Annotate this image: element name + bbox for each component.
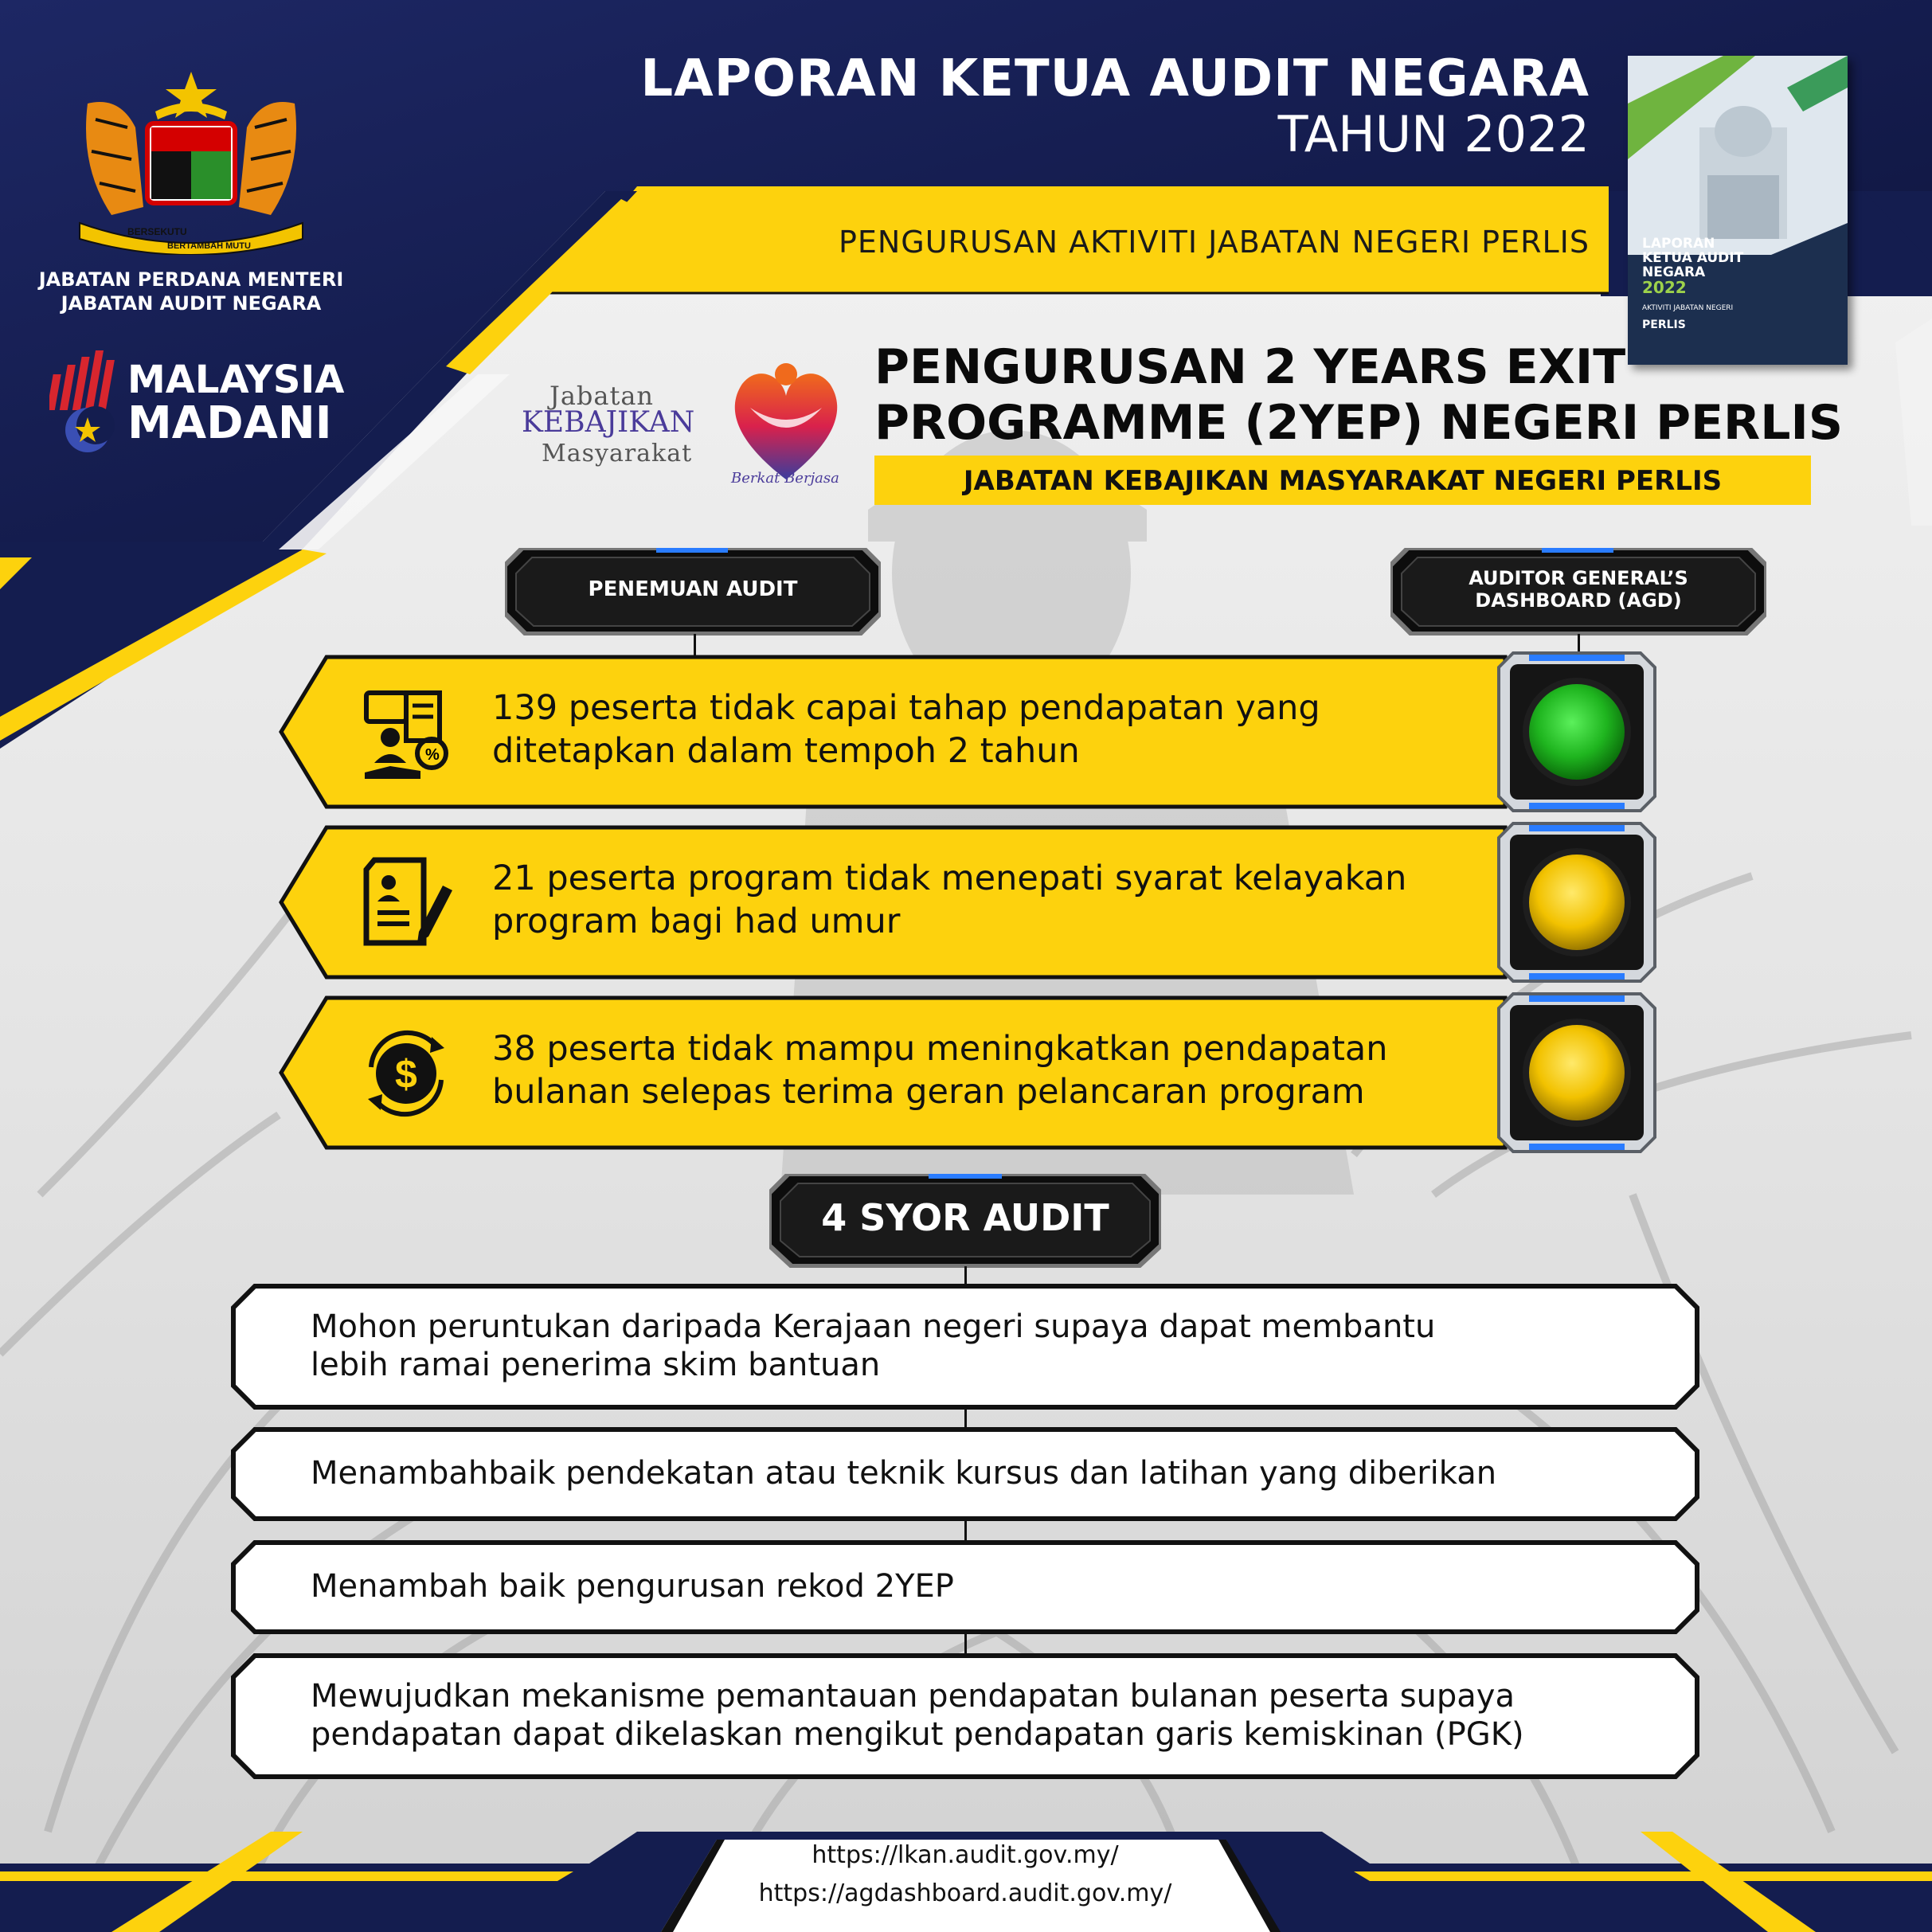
recommendation-text-line-2: pendapatan dapat dikelaskan mengikut pendapatan garis kemiskinan (PGK) <box>311 1716 1524 1753</box>
jkm-logo-line-3: Masyarakat <box>542 440 693 467</box>
agd-url-link[interactable]: https://agdashboard.audit.gov.my/ <box>758 1879 1172 1907</box>
svg-text:%: % <box>425 746 440 764</box>
recommendation-text-line-2: lebih ramai penerima skim bantuan <box>311 1347 881 1383</box>
finding-text <box>492 857 1406 943</box>
report-year: TAHUN 2022 <box>1277 105 1590 163</box>
finding-text <box>492 686 1320 772</box>
finding-text-line-1: 139 peserta tidak capai tahap pendapatan yang <box>492 688 1320 728</box>
finding-text-line-2: bulanan selepas terima geran pelancaran program <box>492 1072 1365 1112</box>
finding-text-line-2: ditetapkan dalam tempoh 2 tahun <box>492 731 1080 771</box>
finding-text <box>492 1027 1388 1113</box>
lkan-url-link[interactable]: https://lkan.audit.gov.my/ <box>812 1841 1119 1869</box>
department-name <box>32 268 350 315</box>
finding-text-line-1: 21 peserta program tidak menepati syarat kelayakan <box>492 858 1407 898</box>
cover-title-3: NEGARA <box>1642 264 1706 280</box>
recommendation-text-line-1: Mohon peruntukan daripada Kerajaan negeri supaya dapat membantu <box>311 1308 1436 1345</box>
svg-text:BERSEKUTU: BERSEKUTU <box>127 226 187 237</box>
finding-text-line-1: 38 peserta tidak mampu meningkatkan pendapatan <box>492 1029 1388 1069</box>
dollar-cycle-icon <box>355 1023 457 1124</box>
jkm-heart-logo-icon <box>726 360 846 487</box>
cover-state: PERLIS <box>1642 319 1686 331</box>
svg-text:BERTAMBAH MUTU: BERTAMBAH MUTU <box>167 241 251 251</box>
madani-logo-icon <box>49 350 125 454</box>
page-title-line-1: PENGURUSAN 2 YEARS EXIT <box>874 339 1626 395</box>
recommendation-text <box>311 1677 1524 1754</box>
dept-line-2: JABATAN AUDIT NEGARA <box>61 292 322 315</box>
page-title-line-2: PROGRAMME (2YEP) NEGERI PERLIS <box>874 395 1844 451</box>
dept-line-1: JABATAN PERDANA MENTERI <box>38 268 344 291</box>
cover-title-2: KETUA AUDIT <box>1642 250 1744 266</box>
recommendation-text: Menambah baik pengurusan rekod 2YEP <box>311 1568 954 1605</box>
recommendation-item <box>231 1427 1699 1521</box>
recommendation-item <box>231 1653 1699 1779</box>
page-title <box>874 339 1843 451</box>
finding-text-line-2: program bagi had umur <box>492 901 901 941</box>
report-cover-thumbnail <box>1628 56 1848 365</box>
agency-subtitle: JABATAN KEBAJIKAN MASYARAKAT NEGERI PERLIS <box>963 465 1723 497</box>
svg-text:$: $ <box>395 1052 417 1097</box>
recommendations-label: 4 SYOR AUDIT <box>821 1196 1109 1239</box>
status-light-green <box>1497 651 1656 812</box>
recommendation-item <box>231 1284 1699 1410</box>
recommendation-text-line-1: Mewujudkan mekanisme pemantauan pendapatan bulanan peserta supaya <box>311 1678 1515 1715</box>
agd-label-line-2: DASHBOARD (AGD) <box>1475 589 1682 612</box>
recommendation-text <box>311 1308 1435 1384</box>
cover-subtitle: AKTIVITI JABATAN NEGERI <box>1642 304 1734 312</box>
findings-label: PENEMUAN AUDIT <box>588 577 798 601</box>
recommendation-item <box>231 1540 1699 1634</box>
madani-line-1: MALAYSIA <box>127 358 345 402</box>
agd-label-line-1: AUDITOR GENERAL’S <box>1469 567 1688 589</box>
cover-title-1: LAPORAN <box>1642 236 1715 252</box>
agd-label <box>1390 567 1766 612</box>
status-light-yellow <box>1497 992 1656 1153</box>
jkm-tagline: Berkat Berjasa <box>731 470 839 487</box>
recommendation-text: Menambahbaik pendekatan atau teknik kursus dan latihan yang diberikan <box>311 1455 1497 1492</box>
status-light-yellow <box>1497 822 1656 983</box>
report-subtitle: PENGURUSAN AKTIVITI JABATAN NEGERI PERLIS <box>838 225 1590 260</box>
jkm-logo-line-1: Jabatan <box>549 381 655 411</box>
coat-of-arms-icon <box>72 72 311 255</box>
cover-year: 2022 <box>1642 278 1687 297</box>
finding-row <box>279 995 1656 1150</box>
income-document-icon <box>358 686 454 782</box>
finding-row <box>279 655 1656 809</box>
finding-row <box>279 825 1656 980</box>
jkm-logo-line-2: KEBAJIKAN <box>522 406 695 439</box>
madani-line-2: MADANI <box>127 397 332 449</box>
application-form-icon <box>358 854 454 952</box>
report-title: LAPORAN KETUA AUDIT NEGARA <box>640 49 1590 108</box>
